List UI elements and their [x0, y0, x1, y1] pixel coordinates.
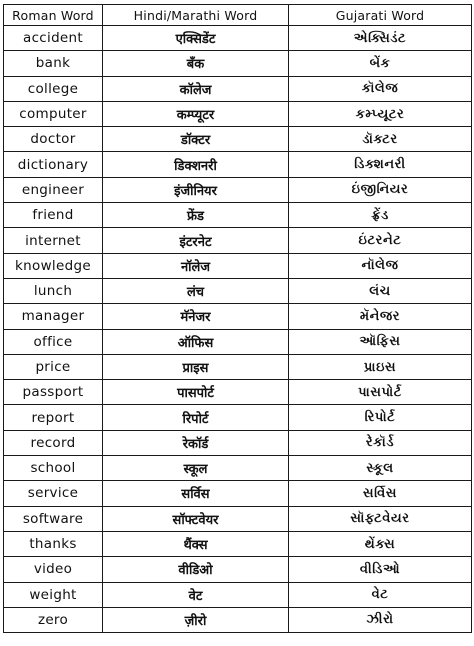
hindi-marathi-word-cell: पासपोर्ट	[103, 380, 289, 405]
roman-word-cell: manager	[4, 304, 103, 329]
hindi-marathi-word-cell: कम्प्यूटर	[103, 101, 289, 126]
hindi-marathi-word-cell: थैंक्स	[103, 531, 289, 556]
gujarati-word-cell: ઇંટરનેટ	[289, 228, 472, 253]
roman-word-cell: office	[4, 329, 103, 354]
gujarati-word-cell: લંચ	[289, 278, 472, 303]
roman-word-cell: doctor	[4, 127, 103, 152]
hindi-marathi-word-cell: वेट	[103, 582, 289, 607]
hindi-marathi-word-cell: इंटरनेट	[103, 228, 289, 253]
roman-word-cell: weight	[4, 582, 103, 607]
table-row	[4, 26, 472, 51]
gujarati-word-header: Gujarati Word	[289, 5, 472, 26]
roman-word-cell: engineer	[4, 177, 103, 202]
table-row	[4, 51, 472, 76]
table-row	[4, 76, 472, 101]
table-row	[4, 354, 472, 379]
gujarati-word-cell: સૉફ્ટવેયર	[289, 506, 472, 531]
gujarati-word-cell: પ્રાઇસ	[289, 354, 472, 379]
table-row	[4, 177, 472, 202]
hindi-marathi-word-cell: स्कूल	[103, 456, 289, 481]
table-row	[4, 101, 472, 126]
hindi-marathi-word-cell: फ्रेंड	[103, 203, 289, 228]
roman-word-cell: internet	[4, 228, 103, 253]
roman-word-cell: friend	[4, 203, 103, 228]
gujarati-word-cell: મૅનેજર	[289, 304, 472, 329]
hindi-marathi-word-cell: सर्विस	[103, 481, 289, 506]
hindi-marathi-word-cell: नॉलेज	[103, 253, 289, 278]
roman-word-cell: lunch	[4, 278, 103, 303]
hindi-marathi-word-cell: इंजीनियर	[103, 177, 289, 202]
roman-word-cell: zero	[4, 607, 103, 632]
table-row	[4, 607, 472, 632]
hindi-marathi-word-cell: ज़ीरो	[103, 607, 289, 632]
table-row	[4, 253, 472, 278]
hindi-marathi-word-header: Hindi/Marathi Word	[103, 5, 289, 26]
roman-word-cell: record	[4, 430, 103, 455]
hindi-marathi-word-cell: मॅनेजर	[103, 304, 289, 329]
gujarati-word-cell: વેટ	[289, 582, 472, 607]
gujarati-word-cell: ડિક્શનરી	[289, 152, 472, 177]
hindi-marathi-word-cell: डॉक्टर	[103, 127, 289, 152]
roman-word-cell: computer	[4, 101, 103, 126]
table-row	[4, 506, 472, 531]
table-row	[4, 278, 472, 303]
gujarati-word-cell: વીડિઓ	[289, 557, 472, 582]
roman-word-cell: bank	[4, 51, 103, 76]
gujarati-word-cell: રેકૉર્ડ	[289, 430, 472, 455]
hindi-marathi-word-cell: सॉफ्टवेयर	[103, 506, 289, 531]
gujarati-word-cell: પાસપોર્ટ	[289, 380, 472, 405]
table-row	[4, 203, 472, 228]
gujarati-word-cell: ડૉક્ટર	[289, 127, 472, 152]
table-row	[4, 531, 472, 556]
hindi-marathi-word-cell: एक्सिडेंट	[103, 26, 289, 51]
hindi-marathi-word-cell: लंच	[103, 278, 289, 303]
roman-word-cell: school	[4, 456, 103, 481]
table-row	[4, 582, 472, 607]
hindi-marathi-word-cell: वीडिओ	[103, 557, 289, 582]
roman-word-cell: dictionary	[4, 152, 103, 177]
roman-word-cell: software	[4, 506, 103, 531]
table-row	[4, 557, 472, 582]
table-row	[4, 380, 472, 405]
gujarati-word-cell: ઝીરો	[289, 607, 472, 632]
header-row	[4, 5, 472, 26]
roman-word-cell: passport	[4, 380, 103, 405]
table-body	[4, 26, 472, 633]
gujarati-word-cell: સર્વિસ	[289, 481, 472, 506]
gujarati-word-cell: બેંક	[289, 51, 472, 76]
gujarati-word-cell: ઑફિસ	[289, 329, 472, 354]
vocabulary-table	[3, 4, 472, 633]
table-row	[4, 456, 472, 481]
roman-word-cell: knowledge	[4, 253, 103, 278]
roman-word-cell: price	[4, 354, 103, 379]
hindi-marathi-word-cell: कॉलेज	[103, 76, 289, 101]
table-row	[4, 152, 472, 177]
gujarati-word-cell: રિપોર્ટ	[289, 405, 472, 430]
roman-word-cell: report	[4, 405, 103, 430]
table-row	[4, 430, 472, 455]
table-row	[4, 228, 472, 253]
table-row	[4, 329, 472, 354]
gujarati-word-cell: નૉલેજ	[289, 253, 472, 278]
gujarati-word-cell: એક્સિડંટ	[289, 26, 472, 51]
gujarati-word-cell: કમ્પ્યૂટર	[289, 101, 472, 126]
gujarati-word-cell: ફ્રેંડ	[289, 203, 472, 228]
table-row	[4, 304, 472, 329]
roman-word-cell: accident	[4, 26, 103, 51]
table-header	[4, 5, 472, 26]
hindi-marathi-word-cell: प्राइस	[103, 354, 289, 379]
hindi-marathi-word-cell: रिपोर्ट	[103, 405, 289, 430]
table-row	[4, 127, 472, 152]
roman-word-cell: service	[4, 481, 103, 506]
gujarati-word-cell: ઇંજીનિયર	[289, 177, 472, 202]
hindi-marathi-word-cell: डिक्शनरी	[103, 152, 289, 177]
roman-word-cell: video	[4, 557, 103, 582]
gujarati-word-cell: કૉલેજ	[289, 76, 472, 101]
hindi-marathi-word-cell: रेकॉर्ड	[103, 430, 289, 455]
roman-word-cell: thanks	[4, 531, 103, 556]
hindi-marathi-word-cell: ऑफिस	[103, 329, 289, 354]
table-row	[4, 405, 472, 430]
vocabulary-table-container	[3, 4, 471, 633]
roman-word-cell: college	[4, 76, 103, 101]
table-row	[4, 481, 472, 506]
gujarati-word-cell: સ્કૂલ	[289, 456, 472, 481]
roman-word-header: Roman Word	[4, 5, 103, 26]
hindi-marathi-word-cell: बँक	[103, 51, 289, 76]
gujarati-word-cell: થેંક્સ	[289, 531, 472, 556]
